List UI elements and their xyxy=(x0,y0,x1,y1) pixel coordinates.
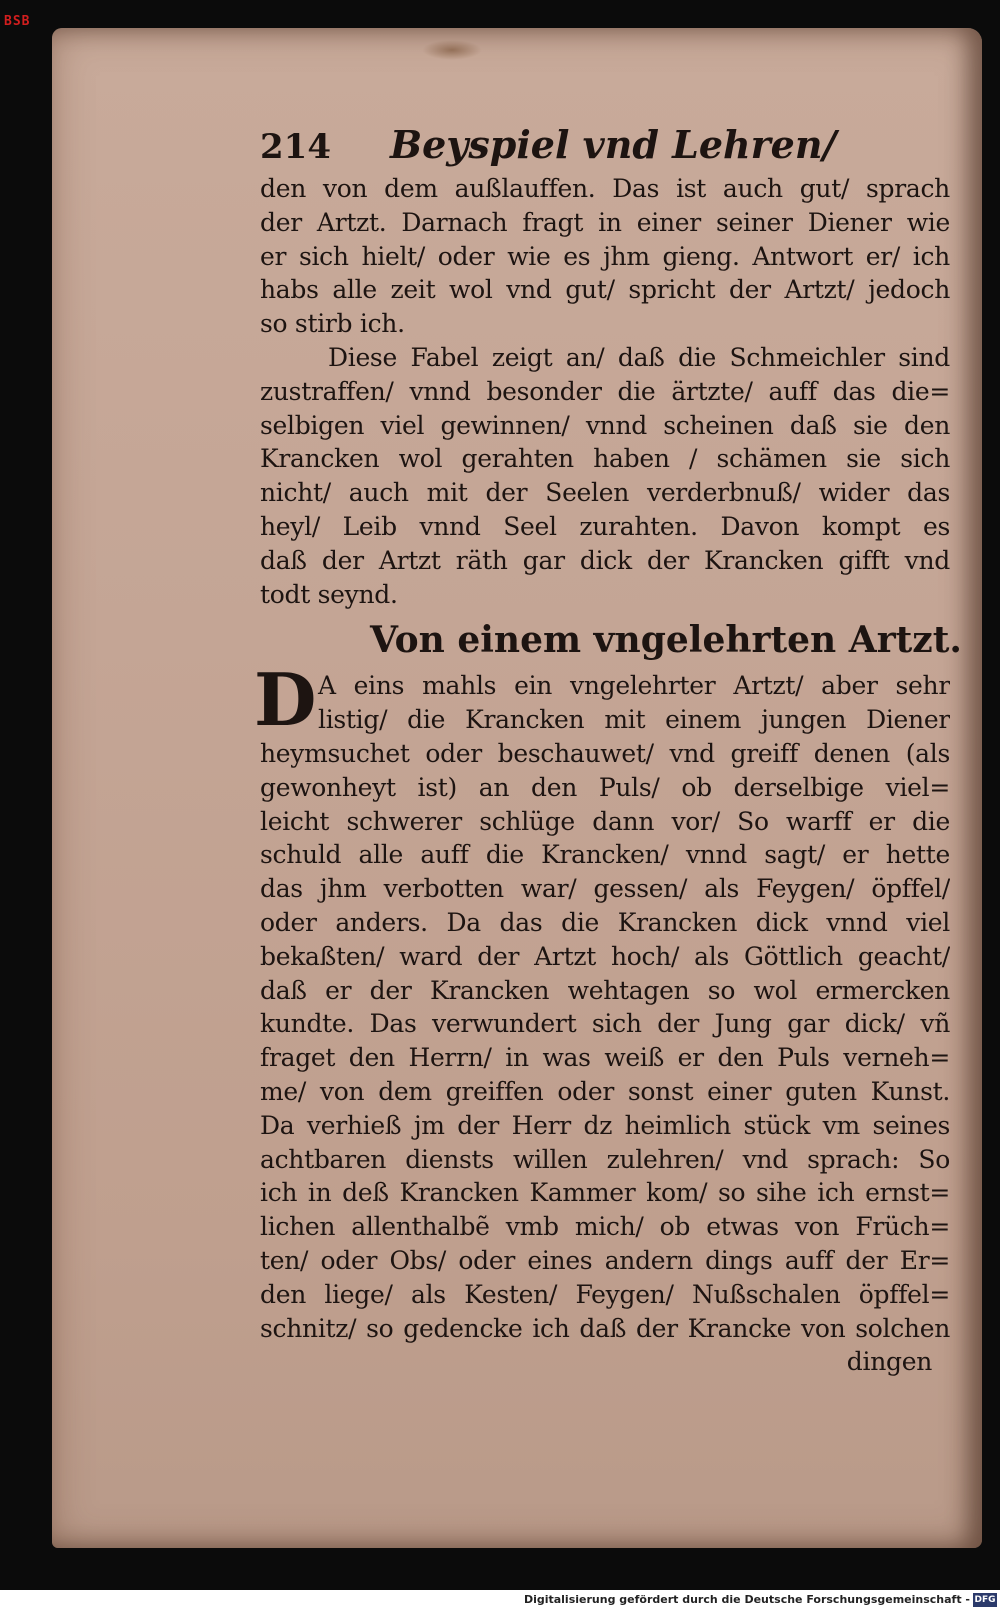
text-line: achtbaren diensts willen zulehren/ vnd sprach: So xyxy=(260,1144,950,1174)
text-line: habs alle zeit wol vnd gut/ spricht der Artzt/ jedoch xyxy=(260,275,950,305)
text-line: lichen allenthalbẽ vmb mich/ ob etwas von Früch= xyxy=(260,1212,950,1242)
page-header xyxy=(260,122,950,172)
paragraph-1 xyxy=(260,172,950,341)
text-line: daß der Artzt räth gar dick der Krancken gifft vnd xyxy=(260,545,950,575)
text-line: heymsuchet oder beschauwet/ vnd greiff denen (als xyxy=(260,738,950,768)
text-line: ich in deß Krancken Kammer kom/ so sihe ich ernst= xyxy=(260,1178,950,1208)
dfg-logo: DFG xyxy=(974,1595,996,1605)
text-line: leicht schwerer schlüge dann vor/ So warff er die xyxy=(260,806,950,836)
footer-bar xyxy=(0,1590,1000,1611)
running-title: Beyspiel vnd Lehren/ xyxy=(390,122,837,167)
text-line: schnitz/ so gedencke ich daß der Krancke von solchen xyxy=(260,1313,950,1343)
text-line: todt seynd. xyxy=(260,579,398,609)
section-title: Von einem vngelehrten Artzt. xyxy=(370,619,962,662)
catchword: dingen xyxy=(846,1347,932,1377)
text-line: er sich hielt/ oder wie es jhm gieng. Antwort er/ ich xyxy=(260,241,950,271)
text-line: zustraffen/ vnnd besonder die ärtzte/ auff das die= xyxy=(260,376,950,406)
text-line: ten/ oder Obs/ oder eines andern dings auff der Er= xyxy=(260,1245,950,1275)
library-mark: BSB xyxy=(4,14,31,29)
text-line: fraget den Herrn/ in was weiß er den Puls verneh= xyxy=(260,1043,950,1073)
text-line: bekaßten/ ward der Artzt hoch/ als Göttlich geacht/ xyxy=(260,941,950,971)
text-line: Da verhieß jm der Herr dz heimlich stück vm seines xyxy=(260,1110,950,1140)
text-line: so stirb ich. xyxy=(260,309,405,339)
text-line: den von dem außlauffen. Das ist auch gut/ sprach xyxy=(260,174,950,203)
paragraph-3 xyxy=(254,657,950,1379)
paper-stain xyxy=(422,40,482,60)
text-line: daß er der Krancken wehtagen so wol ermercken xyxy=(260,975,950,1005)
page-text xyxy=(254,122,962,1379)
text-line: der Artzt. Darnach fragt in einer seiner Diener wie xyxy=(260,207,950,237)
funding-credit: Digitalisierung gefördert durch die Deutsche Forschungsgemeinschaft - xyxy=(523,1593,970,1606)
text-line: den liege/ als Kesten/ Feygen/ Nußschalen öpffel= xyxy=(260,1279,950,1309)
text-line: A eins mahls ein vngelehrter Artzt/ aber sehr xyxy=(318,671,950,701)
text-line: listig/ die Krancken mit einem jungen Diener xyxy=(318,705,950,735)
text-line: Krancken wol gerahten haben / schämen sie sich xyxy=(260,444,950,474)
text-line: oder anders. Da das die Krancken dick vnnd viel xyxy=(260,907,950,937)
text-line: das jhm verbotten war/ gessen/ als Feygen/ öpffel/ xyxy=(260,874,950,904)
drop-capital: D xyxy=(254,657,317,743)
page-number: 214 xyxy=(260,127,331,167)
text-line: me/ von dem greiffen oder sonst einer guten Kunst. xyxy=(260,1076,950,1106)
text-line: Diese Fabel zeigt an/ daß die Schmeichler sind xyxy=(328,342,950,372)
paragraph-2 xyxy=(260,341,950,611)
text-line: heyl/ Leib vnnd Seel zurahten. Davon kompt es xyxy=(260,511,950,541)
text-line: nicht/ auch mit der Seelen verderbnuß/ wider das xyxy=(260,478,950,508)
text-line: selbigen viel gewinnen/ vnnd scheinen daß sie den xyxy=(260,410,950,440)
text-line: schuld alle auff die Krancken/ vnnd sagt/ er hette xyxy=(260,840,950,870)
text-line: gewonheyt ist) an den Puls/ ob derselbige viel= xyxy=(260,772,950,802)
text-line: kundte. Das verwundert sich der Jung gar dick/ vñ xyxy=(260,1009,950,1039)
